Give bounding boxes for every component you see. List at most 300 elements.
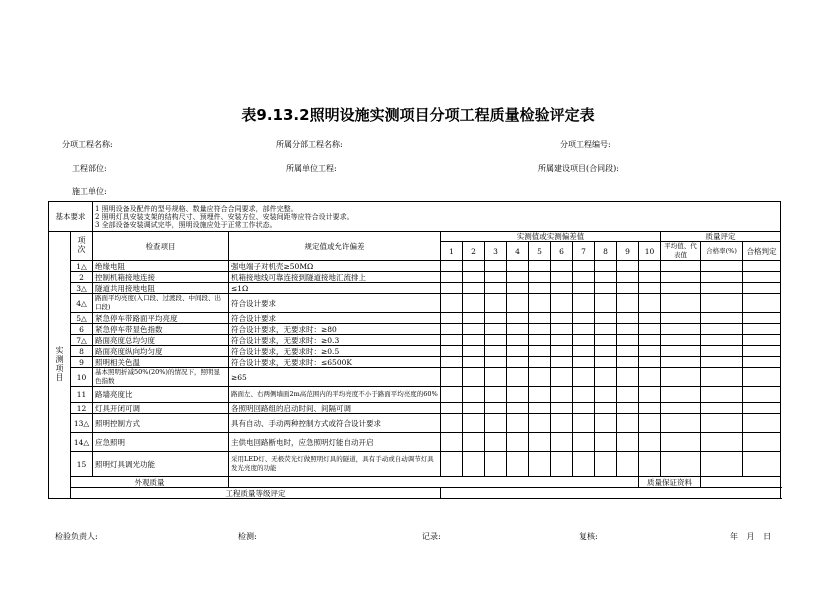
table-row <box>49 368 781 387</box>
tester-label: 检测: <box>238 532 257 541</box>
measurement-cell[interactable] <box>617 452 639 477</box>
measurement-cell[interactable] <box>617 357 639 368</box>
measurement-cell[interactable] <box>661 414 701 433</box>
measurement-cell[interactable] <box>529 433 551 452</box>
spec-cell: 符合设计要求，无要求时：≥0.3 <box>229 335 441 346</box>
measurement-cell[interactable] <box>551 368 573 387</box>
measurement-cell[interactable] <box>463 261 485 272</box>
measurement-cell[interactable] <box>595 324 617 335</box>
measurement-cell[interactable] <box>661 346 701 357</box>
spec-cell: 各照明回路组的启动时间、间隔可调 <box>229 403 441 414</box>
measurement-cell[interactable] <box>661 403 701 414</box>
measurement-cell[interactable] <box>701 433 743 452</box>
measurement-cell[interactable] <box>617 414 639 433</box>
item-no-cell: 13△ <box>71 414 93 433</box>
table-row <box>49 403 781 414</box>
measurement-cell[interactable] <box>639 283 661 294</box>
measurement-cell[interactable] <box>743 346 781 357</box>
item-no-cell: 14△ <box>71 433 93 452</box>
measurement-cell[interactable] <box>743 357 781 368</box>
measurement-cell[interactable] <box>617 433 639 452</box>
measurement-cell[interactable] <box>639 452 661 477</box>
measurement-cell[interactable] <box>551 452 573 477</box>
col-measured: 实测值或实测偏差值 <box>441 232 661 242</box>
check-item-cell: 灯具开闭可调 <box>93 403 229 414</box>
measurement-cell[interactable] <box>463 403 485 414</box>
grade-value[interactable] <box>441 488 781 499</box>
measurement-cell[interactable] <box>701 346 743 357</box>
measurement-cell[interactable] <box>507 414 529 433</box>
item-no-cell: 8 <box>71 346 93 357</box>
measurement-cell[interactable] <box>529 272 551 283</box>
measurement-cell[interactable] <box>507 313 529 324</box>
check-item-cell: 控制机箱接地连接 <box>93 272 229 283</box>
measurement-cell[interactable] <box>507 433 529 452</box>
col-judge: 合格判定 <box>743 242 781 261</box>
spec-cell: 采用LED灯、无极荧光灯做照明灯具的隧道，具有手动或自动调节灯具发光亮度的功能 <box>229 452 441 477</box>
table-row <box>49 452 781 477</box>
measurement-cell[interactable] <box>551 283 573 294</box>
measurement-cell[interactable] <box>485 294 507 313</box>
measurement-cell[interactable] <box>639 335 661 346</box>
subproject-no-label: 分项工程编号: <box>560 140 611 149</box>
measurement-cell[interactable] <box>595 433 617 452</box>
measurement-cell[interactable] <box>595 294 617 313</box>
measurement-cell[interactable] <box>661 283 701 294</box>
measurement-cell[interactable] <box>485 272 507 283</box>
reviewer-label: 复核: <box>579 532 598 541</box>
measurement-cell[interactable] <box>507 403 529 414</box>
spec-cell: 机箱接地线可靠连接到隧道接地汇流排上 <box>229 272 441 283</box>
measurement-cell[interactable] <box>743 387 781 403</box>
measurement-cell[interactable] <box>463 324 485 335</box>
measurement-cell[interactable] <box>743 272 781 283</box>
measurement-cell[interactable] <box>661 261 701 272</box>
measurement-cell[interactable] <box>441 294 463 313</box>
col-num: 8 <box>595 242 617 261</box>
measurement-cell[interactable] <box>573 346 595 357</box>
spec-cell: 符合设计要求，无要求时：≥0.5 <box>229 346 441 357</box>
measurement-cell[interactable] <box>463 368 485 387</box>
measurement-cell[interactable] <box>485 414 507 433</box>
measurement-cell[interactable] <box>551 357 573 368</box>
table-row <box>49 324 781 335</box>
measurement-cell[interactable] <box>441 387 463 403</box>
measurement-cell[interactable] <box>485 313 507 324</box>
measurement-cell[interactable] <box>639 261 661 272</box>
item-no-cell: 4△ <box>71 294 93 313</box>
col-num: 5 <box>529 242 551 261</box>
measurement-cell[interactable] <box>573 335 595 346</box>
table-row <box>49 433 781 452</box>
measurement-cell[interactable] <box>441 357 463 368</box>
date-label: 年 月 日 <box>730 532 772 541</box>
check-item-cell: 路面亮度总均匀度 <box>93 335 229 346</box>
measurement-cell[interactable] <box>617 272 639 283</box>
measurement-cell[interactable] <box>595 313 617 324</box>
measurement-cell[interactable] <box>463 433 485 452</box>
item-no-cell: 11 <box>71 387 93 403</box>
measurement-cell[interactable] <box>551 294 573 313</box>
col-avg: 平均值、代表值 <box>661 242 701 261</box>
basic-requirements-label: 基本要求 <box>49 202 93 232</box>
construction-item-label: 所属建设项目(合同段): <box>538 164 619 173</box>
measurement-cell[interactable] <box>661 313 701 324</box>
section-label: 实测项目 <box>55 346 64 382</box>
basic-line-2: 2 照明灯具安装支架的结构尺寸、预埋件、安装方位、安装间距等应符合设计要求。 <box>95 212 354 221</box>
basic-requirements-text <box>93 202 781 232</box>
check-item-cell: 照明相关色温 <box>93 357 229 368</box>
measurement-cell[interactable] <box>701 357 743 368</box>
measurement-cell[interactable] <box>573 261 595 272</box>
measurement-cell[interactable] <box>529 313 551 324</box>
measurement-cell[interactable] <box>617 403 639 414</box>
basic-requirements-row <box>49 202 781 232</box>
measurement-cell[interactable] <box>441 368 463 387</box>
item-no-cell: 1△ <box>71 261 93 272</box>
table-row <box>49 414 781 433</box>
measurement-cell[interactable] <box>701 368 743 387</box>
measurement-cell[interactable] <box>701 414 743 433</box>
measurement-cell[interactable] <box>639 368 661 387</box>
measurement-cell[interactable] <box>441 272 463 283</box>
measurement-cell[interactable] <box>529 335 551 346</box>
measurement-cell[interactable] <box>573 452 595 477</box>
measurement-cell[interactable] <box>573 272 595 283</box>
measurement-cell[interactable] <box>743 433 781 452</box>
measurement-cell[interactable] <box>639 346 661 357</box>
appearance-value[interactable] <box>229 477 639 488</box>
measurement-cell[interactable] <box>485 346 507 357</box>
measurement-cell[interactable] <box>573 368 595 387</box>
measurement-cell[interactable] <box>595 452 617 477</box>
spec-cell: 路面左、右两侧墙面2m高范围内的平均亮度不小于路面平均亮度的60% <box>229 387 441 403</box>
quality-docs-label: 质量保证资料 <box>639 477 701 488</box>
measurement-cell[interactable] <box>507 272 529 283</box>
col-num: 9 <box>617 242 639 261</box>
measurement-cell[interactable] <box>551 433 573 452</box>
measurement-cell[interactable] <box>441 313 463 324</box>
appearance-label: 外观质量 <box>71 477 229 488</box>
col-num: 4 <box>507 242 529 261</box>
measurement-cell[interactable] <box>507 346 529 357</box>
col-num: 1 <box>441 242 463 261</box>
measurement-cell[interactable] <box>573 313 595 324</box>
col-item-no: 项次 <box>71 232 93 261</box>
measurement-cell[interactable] <box>701 335 743 346</box>
spec-cell: ≤1Ω <box>229 283 441 294</box>
measurement-cell[interactable] <box>551 272 573 283</box>
measurement-cell[interactable] <box>463 414 485 433</box>
measurement-cell[interactable] <box>529 357 551 368</box>
col-num: 10 <box>639 242 661 261</box>
measurement-cell[interactable] <box>743 294 781 313</box>
table-row <box>49 272 781 283</box>
measurement-cell[interactable] <box>661 433 701 452</box>
measurement-cell[interactable] <box>441 414 463 433</box>
measurement-cell[interactable] <box>701 403 743 414</box>
measurement-cell[interactable] <box>639 433 661 452</box>
measurement-cell[interactable] <box>661 368 701 387</box>
measurement-cell[interactable] <box>661 452 701 477</box>
measurement-cell[interactable] <box>485 324 507 335</box>
measurement-cell[interactable] <box>529 368 551 387</box>
item-no-cell: 12 <box>71 403 93 414</box>
grade-row <box>49 488 781 499</box>
spec-cell: 符合设计要求，无要求时：≤6500K <box>229 357 441 368</box>
measurement-cell[interactable] <box>595 283 617 294</box>
measurement-cell[interactable] <box>507 294 529 313</box>
subproject-name-label: 分项工程名称: <box>62 140 113 149</box>
recorder-label: 记录: <box>422 532 441 541</box>
table-row <box>49 261 781 272</box>
measurement-cell[interactable] <box>485 261 507 272</box>
grade-label: 工程质量等级评定 <box>71 488 441 499</box>
col-quality: 质量评定 <box>661 232 781 242</box>
item-no-cell: 9 <box>71 357 93 368</box>
measurement-cell[interactable] <box>463 357 485 368</box>
measurement-cell[interactable] <box>507 324 529 335</box>
construction-unit-label: 施工单位: <box>72 187 107 196</box>
measurement-cell[interactable] <box>743 403 781 414</box>
measurement-cell[interactable] <box>573 414 595 433</box>
check-item-cell: 紧急停车带路面平均亮度 <box>93 313 229 324</box>
basic-line-3: 3 全部设备安装调试完毕，照明设施应处于正常工作状态。 <box>95 220 277 229</box>
basic-line-1: 1 照明设备及配件的型号规格、数量应符合合同要求，部件完整。 <box>95 204 298 213</box>
measurement-cell[interactable] <box>529 283 551 294</box>
measurement-cell[interactable] <box>485 387 507 403</box>
item-no-cell: 15 <box>71 452 93 477</box>
spec-cell: 符合设计要求 <box>229 313 441 324</box>
measurement-cell[interactable] <box>551 387 573 403</box>
measurement-cell[interactable] <box>639 294 661 313</box>
measurement-cell[interactable] <box>529 294 551 313</box>
table-row <box>49 387 781 403</box>
measurement-cell[interactable] <box>529 414 551 433</box>
measurement-cell[interactable] <box>441 261 463 272</box>
quality-docs-value[interactable] <box>701 477 781 488</box>
measurement-cell[interactable] <box>595 346 617 357</box>
measurement-cell[interactable] <box>485 357 507 368</box>
item-no-cell: 7△ <box>71 335 93 346</box>
check-item-cell: 绝缘电阻 <box>93 261 229 272</box>
measurement-cell[interactable] <box>463 294 485 313</box>
measurement-cell[interactable] <box>639 387 661 403</box>
measurement-cell[interactable] <box>485 368 507 387</box>
appearance-row <box>49 477 781 488</box>
measurement-cell[interactable] <box>529 403 551 414</box>
spec-cell: ≥65 <box>229 368 441 387</box>
measurement-cell[interactable] <box>617 313 639 324</box>
measurement-cell[interactable] <box>661 294 701 313</box>
measurement-cell[interactable] <box>485 283 507 294</box>
measurement-cell[interactable] <box>529 387 551 403</box>
measurement-cell[interactable] <box>485 452 507 477</box>
col-spec: 规定值或允许偏差 <box>229 232 441 261</box>
measurement-cell[interactable] <box>661 357 701 368</box>
table-row <box>49 294 781 313</box>
item-no-cell: 5△ <box>71 313 93 324</box>
measurement-cell[interactable] <box>661 324 701 335</box>
table-row <box>49 283 781 294</box>
check-item-cell: 应急照明 <box>93 433 229 452</box>
measurement-cell[interactable] <box>701 294 743 313</box>
measurement-cell[interactable] <box>529 324 551 335</box>
spec-cell: 符合设计要求，无要求时：≥80 <box>229 324 441 335</box>
measurement-cell[interactable] <box>573 283 595 294</box>
measurement-cell[interactable] <box>701 387 743 403</box>
measurement-cell[interactable] <box>485 403 507 414</box>
measurement-cell[interactable] <box>463 452 485 477</box>
check-item-cell: 照明控制方式 <box>93 414 229 433</box>
measurement-cell[interactable] <box>551 335 573 346</box>
measurement-cell[interactable] <box>639 414 661 433</box>
measurement-cell[interactable] <box>441 324 463 335</box>
measurement-cell[interactable] <box>701 324 743 335</box>
measurement-cell[interactable] <box>441 335 463 346</box>
measurement-cell[interactable] <box>507 387 529 403</box>
measurement-cell[interactable] <box>595 387 617 403</box>
measurement-cell[interactable] <box>485 433 507 452</box>
item-no-cell: 10 <box>71 368 93 387</box>
measurement-cell[interactable] <box>573 403 595 414</box>
spec-cell: 主供电回路断电时，应急照明灯能自动开启 <box>229 433 441 452</box>
col-pass-rate: 合格率(%) <box>701 242 743 261</box>
col-num: 2 <box>463 242 485 261</box>
measurement-cell[interactable] <box>529 346 551 357</box>
measurement-cell[interactable] <box>639 357 661 368</box>
measurement-cell[interactable] <box>595 335 617 346</box>
item-no-cell: 2 <box>71 272 93 283</box>
measurement-cell[interactable] <box>507 283 529 294</box>
measurement-cell[interactable] <box>573 294 595 313</box>
check-item-cell: 基本照明折减50%(20%)的情况下，照明显色指数 <box>93 368 229 387</box>
measurement-cell[interactable] <box>551 346 573 357</box>
measurement-cell[interactable] <box>743 368 781 387</box>
measurement-cell[interactable] <box>595 403 617 414</box>
measurement-cell[interactable] <box>617 324 639 335</box>
measurement-cell[interactable] <box>617 346 639 357</box>
measurement-cell[interactable] <box>639 272 661 283</box>
measurement-cell[interactable] <box>595 368 617 387</box>
measurement-cell[interactable] <box>617 387 639 403</box>
measurement-cell[interactable] <box>701 452 743 477</box>
measurement-cell[interactable] <box>639 313 661 324</box>
measurement-cell[interactable] <box>701 283 743 294</box>
check-item-cell: 路面平均亮度(入口段、过渡段、中间段、出口段) <box>93 294 229 313</box>
measurement-cell[interactable] <box>661 272 701 283</box>
table-row <box>49 357 781 368</box>
measurement-cell[interactable] <box>743 313 781 324</box>
measurement-cell[interactable] <box>595 261 617 272</box>
measurement-cell[interactable] <box>743 452 781 477</box>
measurement-cell[interactable] <box>701 272 743 283</box>
measurement-cell[interactable] <box>701 261 743 272</box>
inspection-table <box>48 201 781 499</box>
measurement-cell[interactable] <box>507 357 529 368</box>
measurement-cell[interactable] <box>639 324 661 335</box>
measurement-cell[interactable] <box>617 283 639 294</box>
measurement-cell[interactable] <box>485 335 507 346</box>
measurement-cell[interactable] <box>463 387 485 403</box>
measurement-cell[interactable] <box>529 261 551 272</box>
measurement-cell[interactable] <box>551 403 573 414</box>
measurement-cell[interactable] <box>743 261 781 272</box>
measurement-cell[interactable] <box>743 414 781 433</box>
spec-cell: 强电端子对机壳≥50MΩ <box>229 261 441 272</box>
header-row-1 <box>49 232 781 242</box>
measurement-cell[interactable] <box>463 272 485 283</box>
measurement-cell[interactable] <box>441 283 463 294</box>
measurement-cell[interactable] <box>463 335 485 346</box>
measurement-cell[interactable] <box>573 357 595 368</box>
measurement-cell[interactable] <box>595 414 617 433</box>
measurement-cell[interactable] <box>551 313 573 324</box>
measurement-cell[interactable] <box>743 324 781 335</box>
measurement-cell[interactable] <box>661 335 701 346</box>
table-row <box>49 313 781 324</box>
check-item-cell: 路面亮度纵向均匀度 <box>93 346 229 357</box>
inspector-label: 检验负责人: <box>55 532 98 541</box>
measurement-cell[interactable] <box>573 324 595 335</box>
measurement-cell[interactable] <box>617 335 639 346</box>
table-row <box>49 335 781 346</box>
page-title: 表9.13.2照明设施实测项目分项工程质量检验评定表 <box>241 106 595 124</box>
measurement-cell[interactable] <box>617 368 639 387</box>
measurement-cell[interactable] <box>551 414 573 433</box>
measurement-cell[interactable] <box>441 346 463 357</box>
measurement-cell[interactable] <box>463 283 485 294</box>
measurement-cell[interactable] <box>617 261 639 272</box>
measurement-cell[interactable] <box>743 283 781 294</box>
col-num: 3 <box>485 242 507 261</box>
measurement-cell[interactable] <box>617 294 639 313</box>
item-no-cell: 6 <box>71 324 93 335</box>
project-site-label: 工程部位: <box>72 164 107 173</box>
spec-cell: 具有自动、手动两种控制方式或符合设计要求 <box>229 414 441 433</box>
measurement-cell[interactable] <box>551 261 573 272</box>
check-item-cell: 紧急停车带显色指数 <box>93 324 229 335</box>
measurement-cell[interactable] <box>573 433 595 452</box>
measurement-cell[interactable] <box>507 368 529 387</box>
measurement-cell[interactable] <box>507 452 529 477</box>
measurement-cell[interactable] <box>743 335 781 346</box>
parent-project-label: 所属分部工程名称: <box>276 140 343 149</box>
measurement-cell[interactable] <box>507 335 529 346</box>
col-check-item: 检查项目 <box>93 232 229 261</box>
measurement-cell[interactable] <box>441 433 463 452</box>
measurement-cell[interactable] <box>551 324 573 335</box>
item-no-cell: 3△ <box>71 283 93 294</box>
measurement-cell[interactable] <box>441 452 463 477</box>
measurement-cell[interactable] <box>595 272 617 283</box>
measurement-cell[interactable] <box>639 403 661 414</box>
spec-cell: 符合设计要求 <box>229 294 441 313</box>
check-item-cell: 照明灯具调光功能 <box>93 452 229 477</box>
measurement-cell[interactable] <box>701 313 743 324</box>
unit-label: 所属单位工程: <box>286 164 337 173</box>
check-item-cell: 路墙亮度比 <box>93 387 229 403</box>
measurement-cell[interactable] <box>595 357 617 368</box>
measurement-cell[interactable] <box>441 403 463 414</box>
measurement-cell[interactable] <box>507 261 529 272</box>
section-label-cell <box>49 232 71 499</box>
measurement-cell[interactable] <box>463 346 485 357</box>
measurement-cell[interactable] <box>573 387 595 403</box>
measurement-cell[interactable] <box>661 387 701 403</box>
measurement-cell[interactable] <box>463 313 485 324</box>
measurement-cell[interactable] <box>529 452 551 477</box>
